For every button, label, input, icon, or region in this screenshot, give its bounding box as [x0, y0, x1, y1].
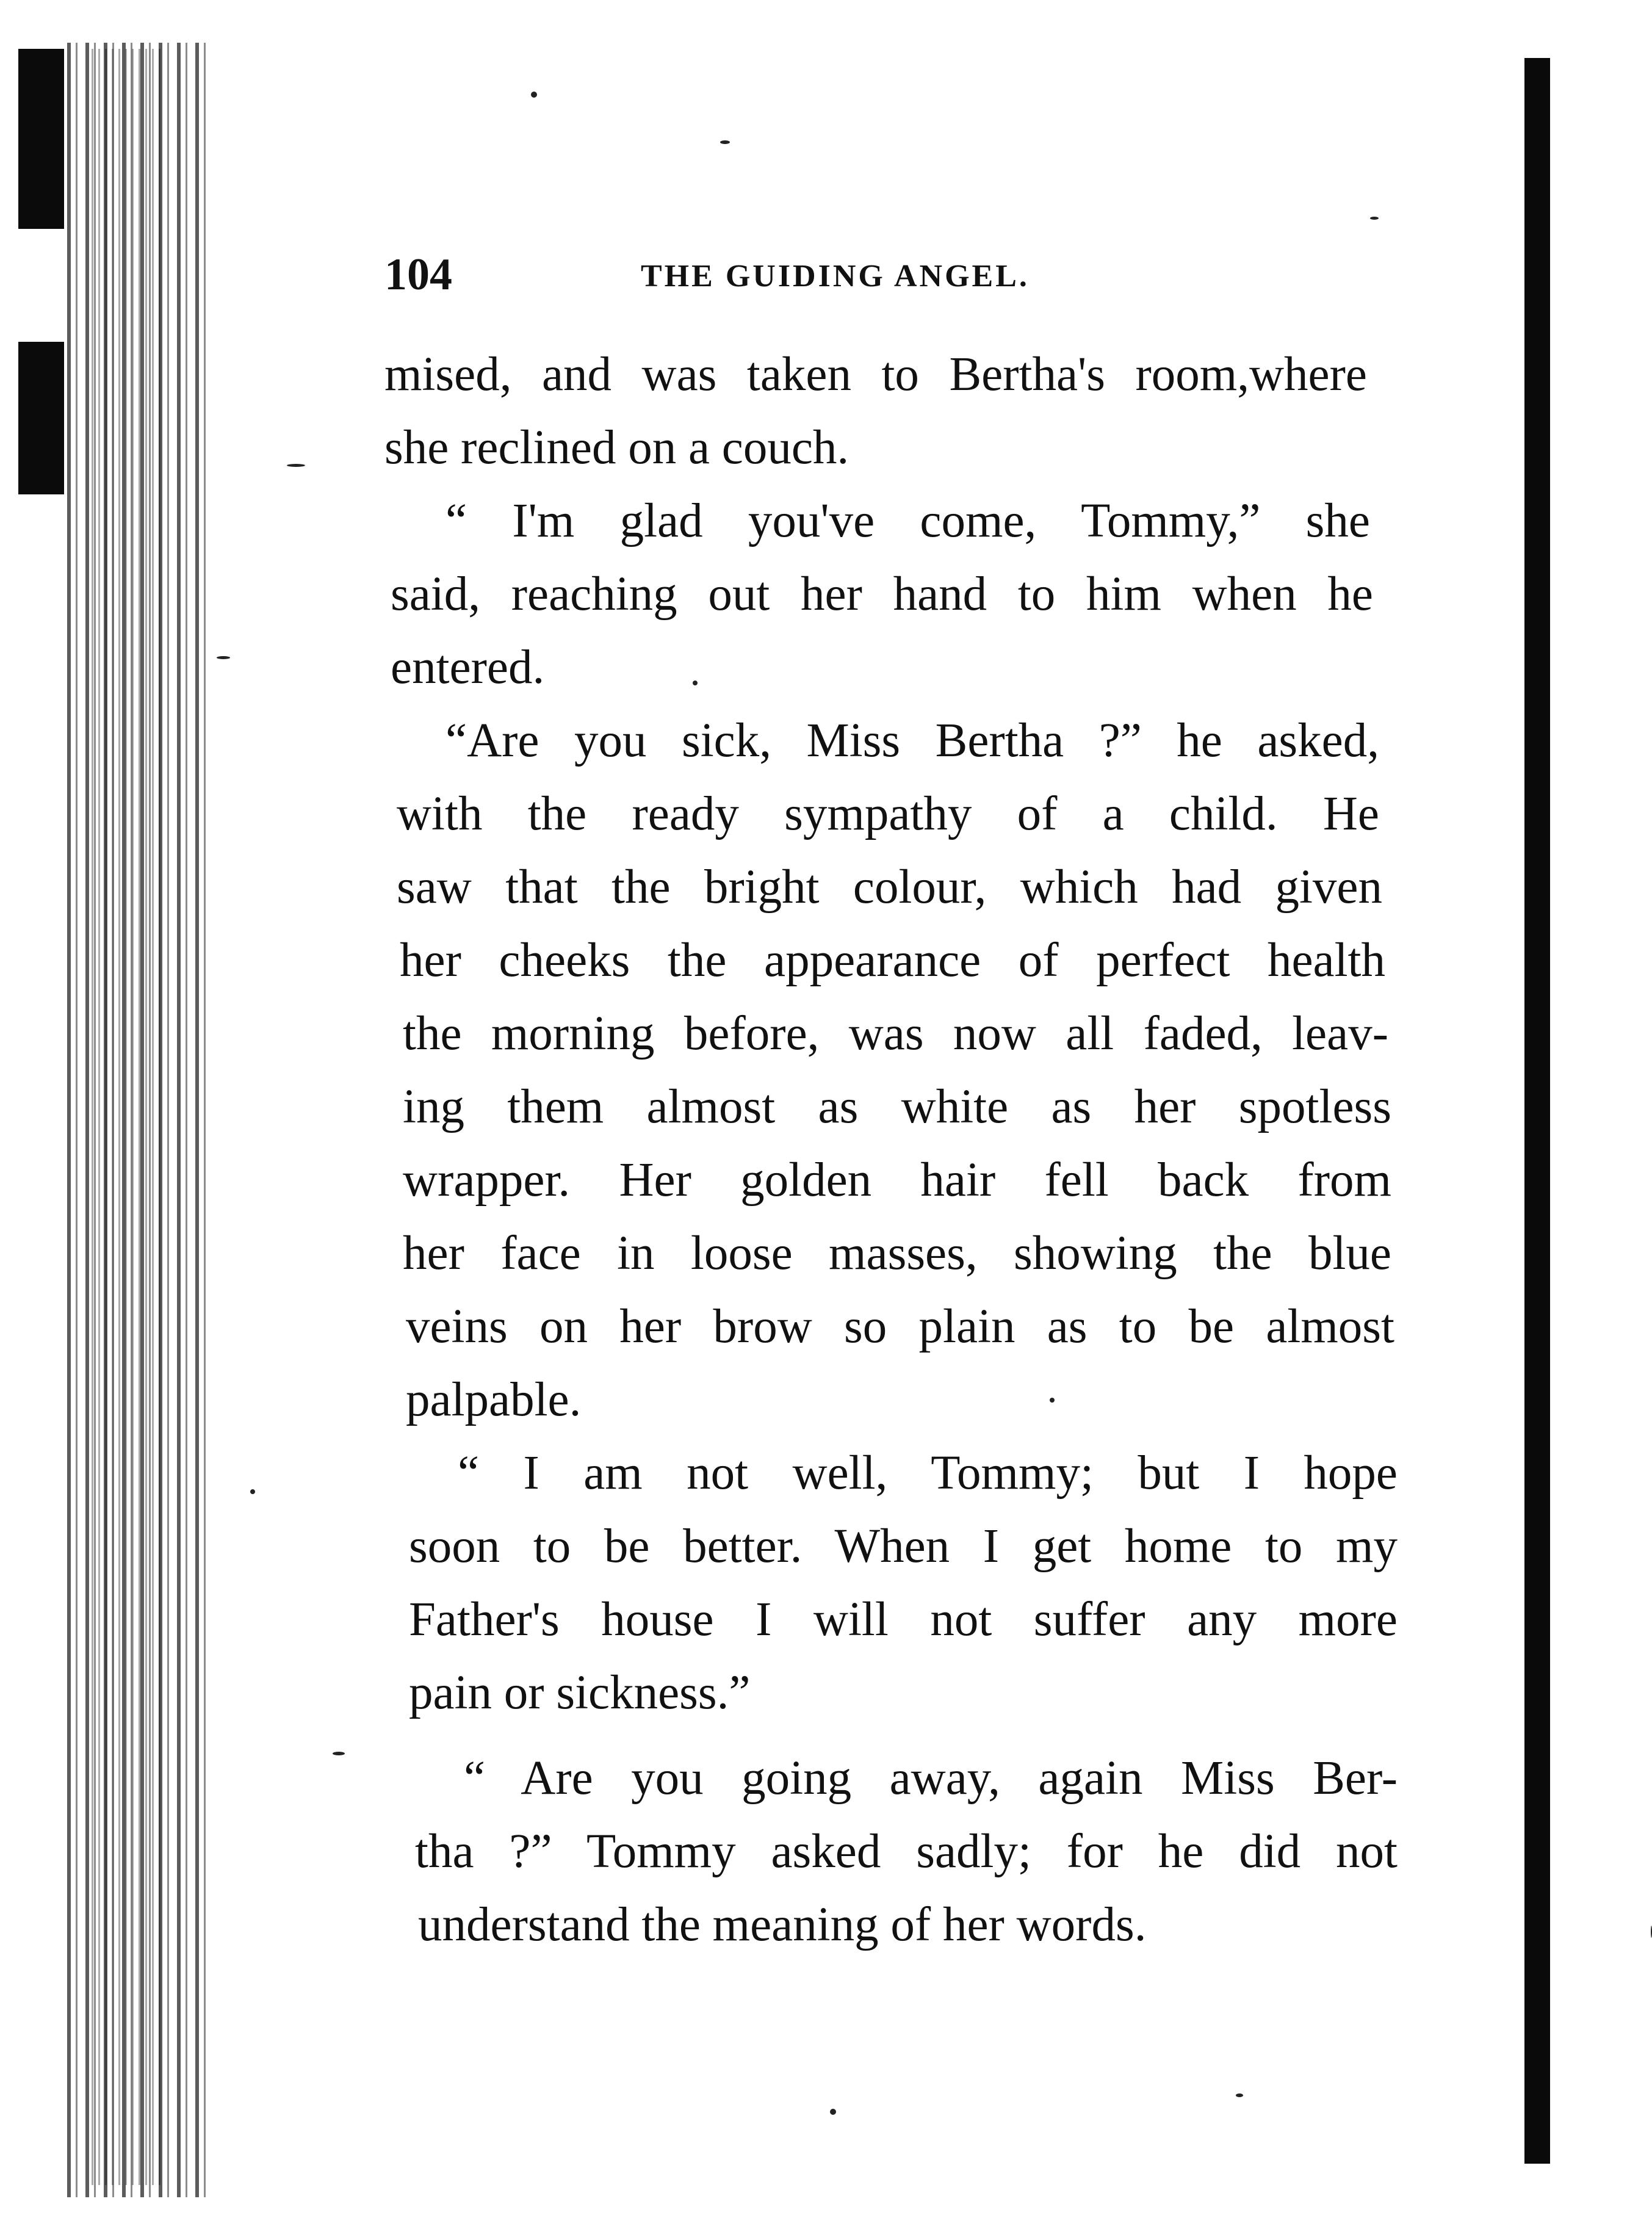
scan-artifact-bar-top: [18, 49, 64, 229]
text-line: ing them almost as white as her spotless: [403, 1080, 1391, 1133]
dust-speck: [531, 92, 537, 98]
text-line: she reclined on a couch.: [384, 421, 849, 474]
text-line: entered.: [391, 641, 545, 694]
text-line: her face in loose masses, showing the blue: [403, 1227, 1391, 1280]
text-line: mised, and was taken to Bertha's room,where: [384, 348, 1367, 401]
text-line: “ I am not well, Tommy; but I hope: [458, 1447, 1398, 1500]
text-line: “Are you sick, Miss Bertha ?” he asked,: [445, 714, 1379, 767]
text-line: pain or sickness.”: [409, 1666, 751, 1719]
text-line: wrapper. Her golden hair fell back from: [403, 1154, 1391, 1207]
dust-speck: [250, 1489, 255, 1494]
dust-speck: [830, 2109, 836, 2115]
text-line: said, reaching out her hand to him when he: [391, 568, 1373, 621]
text-line: her cheeks the appearance of perfect health: [400, 934, 1385, 987]
scan-artifact-bar-middle: [18, 342, 64, 494]
text-line: “ Are you going away, again Miss Ber-: [464, 1752, 1398, 1805]
dust-speck: [217, 656, 230, 659]
page-number: 104: [384, 250, 452, 300]
scanned-page-edge-inner: [92, 49, 165, 2185]
dust-speck: [720, 140, 730, 144]
text-line: tha ?” Tommy asked sadly; for he did not: [415, 1825, 1398, 1878]
dust-speck: [333, 1752, 345, 1755]
running-title: THE GUIDING ANGEL.: [641, 259, 1030, 294]
text-line: the morning before, was now all faded, leav-: [403, 1007, 1388, 1060]
text-line: veins on her brow so plain as to be almost: [406, 1300, 1394, 1353]
text-line: with the ready sympathy of a child. He: [397, 787, 1379, 840]
dust-speck: [1370, 217, 1379, 220]
dust-speck: [287, 464, 305, 467]
dust-speck: [1236, 2093, 1243, 2097]
text-line: saw that the bright colour, which had given: [397, 861, 1382, 914]
running-head: [384, 241, 1117, 308]
text-line: palpable.: [406, 1373, 582, 1426]
text-line: soon to be better. When I get home to my: [409, 1520, 1398, 1573]
text-line: Father's house I will not suffer any more: [409, 1593, 1398, 1646]
text-line: understand the meaning of her words.: [418, 1898, 1147, 1951]
right-margin-rule: [1524, 58, 1550, 2164]
text-line: “ I'm glad you've come, Tommy,” she: [445, 494, 1370, 547]
